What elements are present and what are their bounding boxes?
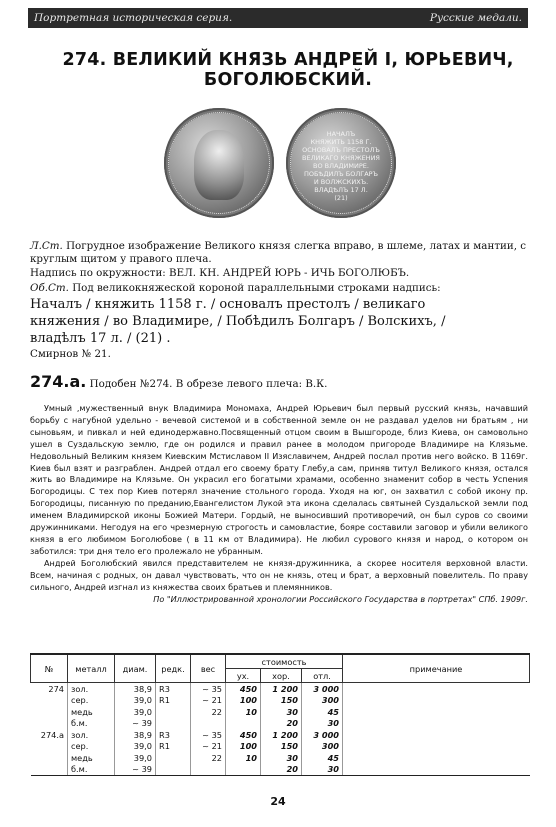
table-row bbox=[31, 706, 530, 718]
inscription-line: КНЯЖИТЬ 1158 Г. bbox=[310, 138, 372, 146]
cell-weight: 22 bbox=[191, 706, 226, 718]
col-hor: хор. bbox=[261, 669, 302, 683]
cell-otl: 3 000 bbox=[302, 729, 343, 741]
cell-rarity bbox=[156, 764, 191, 776]
cell-diam: 39,0 bbox=[115, 706, 156, 718]
cell-weight bbox=[191, 764, 226, 776]
cell-weight: 22 bbox=[191, 752, 226, 764]
cell-notes bbox=[343, 741, 530, 753]
cell-hor: 20 bbox=[261, 718, 302, 730]
cell-num: 274.а bbox=[40, 729, 64, 740]
cell-hor: 150 bbox=[261, 741, 302, 753]
cell-metal: медь bbox=[68, 752, 115, 764]
table-row bbox=[31, 683, 530, 695]
obverse-label: Л.Ст. bbox=[30, 240, 63, 252]
cell-num bbox=[31, 695, 68, 707]
cell-diam: ~ 39 bbox=[115, 718, 156, 730]
cell-diam: 38,9 bbox=[115, 729, 156, 741]
cell-notes bbox=[343, 706, 530, 718]
biography-paragraph: Умный ,мужественный внук Владимира Мономаха, Андрей Юрьевич был первый русский князь, начавший борьбу с нагубной удельно - вечевой системой и в собственной земле он не раздавал уделов ни братьям , ни сыновьям, и пивкал и ней единодержавно.Посвященный отцом своим в Вышгороде, близ Киева, он самовольно ушел в Суздальскую землю, где он родился и правил ранее в молодом пригороде Владимире на Клязьме. Недовольный Великим князем Киевским Мстиславом II Изяславичем, Андрей послал против него войско. В 1169г. Киев был взят и разграблен. Андрей отдал его своему брату Глебу,а сам, приняв титул Великого князя, остался жить во Владимире на Клязьме. Он украсил его богатыми храмами, особенно знаменит собор в честь Успения Богородицы. С тех пор Киев потерял значение стольного города. Уходя на юг, он захватил с собой икону пр. Богородицы, писанную по преданию,Евангелистом Лукой эта икона сделалась святыней Суздальской земли под именем Владимирской иконы Божией Матери. Гордый, не выносивший противоречий, он был суров со своими дружинниками. Негодуя на его чрезмерную строгость и самовластие, бояре составили заговор и убили великого князя в его любимом Боголюбове ( в 11 км от Владимира). Не любил сурового князя и народ, о котором он заботился: три дня тело его пролежало не убранным. bbox=[30, 403, 528, 556]
cell-hor: 30 bbox=[261, 752, 302, 764]
cell-metal: зол. bbox=[68, 683, 115, 695]
cell-otl: 45 bbox=[302, 752, 343, 764]
col-ux: ух. bbox=[226, 669, 261, 683]
cell-notes bbox=[343, 729, 530, 741]
cell-ux: 10 bbox=[226, 706, 261, 718]
cell-otl: 30 bbox=[302, 764, 343, 776]
cell-num bbox=[31, 752, 68, 764]
cell-notes bbox=[343, 764, 530, 776]
col-weight: вес bbox=[191, 654, 226, 683]
table-row bbox=[31, 729, 530, 741]
cell-otl: 45 bbox=[302, 706, 343, 718]
table-row bbox=[31, 752, 530, 764]
biography-text bbox=[30, 403, 528, 605]
old-line: княжения / во Владимире, / Побѣдилъ Болгаръ / Волскихъ, / bbox=[30, 314, 446, 329]
col-metal: металл bbox=[68, 654, 115, 683]
cell-metal: б.м. bbox=[68, 764, 115, 776]
cell-ux: 100 bbox=[226, 741, 261, 753]
cell-ux bbox=[226, 718, 261, 730]
old-line: владѣлъ 17 л. / (21) . bbox=[30, 331, 171, 346]
cell-num: 274 bbox=[48, 683, 64, 694]
cell-ux: 100 bbox=[226, 695, 261, 707]
cell-metal: зол. bbox=[68, 729, 115, 741]
cell-rarity bbox=[156, 718, 191, 730]
medal-obverse-image bbox=[164, 108, 274, 218]
inscription-line: (21) bbox=[334, 194, 348, 202]
cell-ux: 450 bbox=[226, 729, 261, 741]
cell-num bbox=[31, 706, 68, 718]
reverse-description bbox=[30, 282, 528, 295]
cell-hor: 1 200 bbox=[261, 683, 302, 695]
source-citation: По "Иллюстрированной хронологии Российского Государства в портретах" СПб. 1909г. bbox=[153, 593, 528, 604]
title-line-1: 274. ВЕЛИКИЙ КНЯЗЬ АНДРЕЙ I, ЮРЬЕВИЧ, bbox=[62, 50, 514, 70]
medal-reverse-image bbox=[286, 108, 396, 218]
cell-hor: 1 200 bbox=[261, 729, 302, 741]
reverse-text: Под великокняжеской короной параллельными строками надпись: bbox=[72, 282, 441, 294]
cell-hor: 20 bbox=[261, 764, 302, 776]
cell-num bbox=[31, 741, 68, 753]
cell-otl: 300 bbox=[302, 695, 343, 707]
variant-text: Подобен №274. В обрезе левого плеча: В.К. bbox=[89, 378, 328, 390]
cell-rarity bbox=[156, 706, 191, 718]
section-title: Русские медали. bbox=[429, 12, 522, 24]
cell-rarity: R3 bbox=[156, 729, 191, 741]
col-diam: диам. bbox=[115, 654, 156, 683]
cell-num bbox=[31, 764, 68, 776]
cell-rarity: R3 bbox=[156, 683, 191, 695]
inscription-line: И ВОЛЖСКИХЪ. bbox=[313, 178, 369, 186]
col-value: стоимость bbox=[226, 654, 343, 669]
running-header bbox=[28, 8, 528, 28]
cell-rarity: R1 bbox=[156, 695, 191, 707]
reverse-label: Об.Ст. bbox=[30, 282, 69, 294]
col-otl: отл. bbox=[302, 669, 343, 683]
table-row bbox=[31, 718, 530, 730]
col-notes: примечание bbox=[343, 654, 530, 683]
cell-notes bbox=[343, 752, 530, 764]
cell-weight bbox=[191, 718, 226, 730]
inscription-line: ВЕЛИКАГО КНЯЖЕНИЯ bbox=[302, 154, 380, 162]
cell-metal: медь bbox=[68, 706, 115, 718]
cell-notes bbox=[343, 718, 530, 730]
cell-metal: б.м. bbox=[68, 718, 115, 730]
reverse-inscription bbox=[302, 130, 380, 202]
cell-metal: сер. bbox=[68, 695, 115, 707]
variant-number: 274.а. bbox=[30, 372, 87, 391]
obverse-text: Погрудное изображение Великого князя слегка вправо, в шлеме, латах и мантии, с круглым щитом у правого плеча. bbox=[30, 240, 527, 265]
cell-diam: 39,0 bbox=[115, 695, 156, 707]
table-row bbox=[31, 764, 530, 776]
old-line: Началъ / княжить 1158 г. / основалъ престолъ / великаго bbox=[30, 297, 426, 312]
cell-hor: 30 bbox=[261, 706, 302, 718]
cell-rarity bbox=[156, 752, 191, 764]
table-row bbox=[31, 741, 530, 753]
cell-weight: ~ 21 bbox=[191, 741, 226, 753]
cell-notes bbox=[343, 695, 530, 707]
inscription-line: НАЧАЛЪ bbox=[326, 130, 356, 138]
cell-weight: ~ 35 bbox=[191, 729, 226, 741]
cell-rarity: R1 bbox=[156, 741, 191, 753]
smirnov-reference: Смирнов № 21. bbox=[30, 348, 111, 360]
obverse-description bbox=[30, 240, 528, 266]
inscription-line: ВЛАДѢЛЪ 17 Л. bbox=[314, 186, 368, 194]
cell-ux: 450 bbox=[226, 683, 261, 695]
inscription-line: ВО ВЛАДИМИРЕ. bbox=[313, 162, 369, 170]
cell-diam: 38,9 bbox=[115, 683, 156, 695]
inscription-line: ПОБѢДИЛЪ БОЛГАРЪ bbox=[304, 170, 378, 178]
cell-hor: 150 bbox=[261, 695, 302, 707]
cell-num bbox=[31, 718, 68, 730]
cell-otl: 3 000 bbox=[302, 683, 343, 695]
cell-notes bbox=[343, 683, 530, 695]
obverse-legend: Надпись по окружности: ВЕЛ. КН. АНДРЕЙ ЮРЬ - ИЧЬ БОГОЛЮБЪ. bbox=[30, 267, 410, 279]
valuation-table bbox=[30, 653, 530, 776]
prince-bust-image bbox=[194, 130, 244, 200]
title-line-2: БОГОЛЮБСКИЙ. bbox=[203, 70, 373, 90]
cell-diam: ~ 39 bbox=[115, 764, 156, 776]
table-row bbox=[31, 695, 530, 707]
cell-weight: ~ 35 bbox=[191, 683, 226, 695]
reverse-old-inscription bbox=[30, 296, 528, 347]
col-rarity: редк. bbox=[156, 654, 191, 683]
biography-paragraph: Андрей Боголюбский явился представителем не князя-дружинника, а скорее носителя верховной власти. Всем, начиная с родных, он давал чувствовать, что он не князь, отец и брат, а верховный повелитель. По праву сильного, Андрей изгнал из княжества своих братьев и племянников. bbox=[30, 557, 528, 592]
cell-diam: 39,0 bbox=[115, 741, 156, 753]
cell-ux bbox=[226, 764, 261, 776]
page-number: 24 bbox=[270, 795, 286, 808]
inscription-line: ОСНОВАЛЪ ПРЕСТОЛЪ bbox=[302, 146, 380, 154]
cell-otl: 300 bbox=[302, 741, 343, 753]
cell-otl: 30 bbox=[302, 718, 343, 730]
cell-diam: 39,0 bbox=[115, 752, 156, 764]
series-title: Портретная историческая серия. bbox=[34, 12, 233, 24]
variant-heading bbox=[30, 372, 327, 391]
cell-metal: сер. bbox=[68, 741, 115, 753]
page-title bbox=[60, 50, 516, 90]
cell-weight: ~ 21 bbox=[191, 695, 226, 707]
col-num: № bbox=[31, 654, 68, 683]
cell-ux: 10 bbox=[226, 752, 261, 764]
